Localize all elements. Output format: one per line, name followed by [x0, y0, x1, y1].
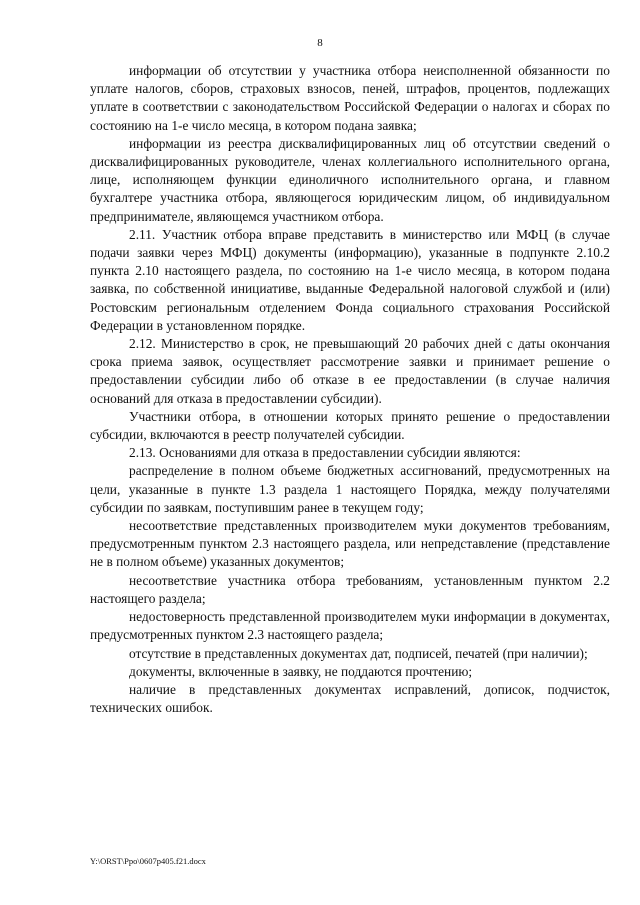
paragraph-2-12: 2.12. Министерство в срок, не превышающий 20 рабочих дней с даты окончания срока приема заявок, осуществляет рассмотрение заявки и принимает решение о предоставлении субсидии либо об отказе в ее предоставлении (в случае наличия оснований для отказа в предоставлении субсидии).: [90, 336, 610, 406]
document-body: [90, 62, 610, 717]
paragraph-2-13: 2.13. Основаниями для отказа в предоставлении субсидии являются:: [129, 445, 521, 461]
paragraph-missing-signatures: отсутствие в представленных документах дат, подписей, печатей (при наличии);: [129, 645, 588, 661]
paragraph-registry-inclusion: Участники отбора, в отношении которых принято решение о предоставлении субсидии, включаются в реестр получателей субсидии.: [90, 408, 610, 443]
file-path-footer: Y:\ORST\Ppo\0607p405.f21.docx: [90, 856, 206, 866]
paragraph-unreadable-documents: документы, включенные в заявку, не поддаются прочтению;: [129, 663, 473, 679]
paragraph-tax-debt-info: информации об отсутствии у участника отбора неисполненной обязанности по уплате налогов, сборов, страховых взносов, пеней, штрафов, процентов, подлежащих уплате в соответствии с законодательством Российской Федерации о налогах и сборах по состоянию на 1-е число месяца, в котором подана заявка;: [90, 63, 610, 133]
paragraph-participant-nonconformity: несоответствие участника отбора требованиям, установленным пунктом 2.2 настоящего раздела;: [90, 572, 610, 606]
paragraph-budget-allocation: распределение в полном объеме бюджетных ассигнований, предусмотренных на цели, указанные в пункте 1.3 раздела 1 настоящего Порядка, между получателями субсидии по заявкам, поступившим ранее в текущем году;: [90, 463, 610, 515]
paragraph-corrections: наличие в представленных документах исправлений, дописок, подчисток, технических ошибок.: [90, 681, 610, 716]
page-number: 8: [317, 37, 323, 49]
paragraph-disqualified-registry: информации из реестра дисквалифицированных лиц об отсутствии сведений о дисквалифицированных руководителе, членах коллегиального исполнительного органа, лице, исполняющем функции единоличного исполнительного органа, и главном бухгалтере участника отбора, являющегося юридическим лицом, об индивидуальном предпринимателе, являющемся участником отбора.: [90, 135, 610, 224]
paragraph-document-nonconformity: несоответствие представленных производителем муки документов требованиям, предусмотренным пунктом 2.3 настоящего раздела, или непредставление (представление не в полном объеме) указанных документов;: [90, 518, 610, 570]
paragraph-false-information: недостоверность представленной производителем муки информации в документах, предусмотренных пунктом 2.3 настоящего раздела;: [90, 609, 610, 643]
paragraph-2-11: 2.11. Участник отбора вправе представить в министерство или МФЦ (в случае подачи заявки через МФЦ) документы (информацию), указанные в подпункте 2.10.2 пункта 2.10 настоящего раздела, по состоянию на 1-е число месяца, в котором подана заявка, по собственной инициативе, выданные Федеральной налоговой службой и (или) Ростовским региональным отделением Фонда социального страхования Российской Федерации в установленном порядке.: [90, 226, 610, 333]
